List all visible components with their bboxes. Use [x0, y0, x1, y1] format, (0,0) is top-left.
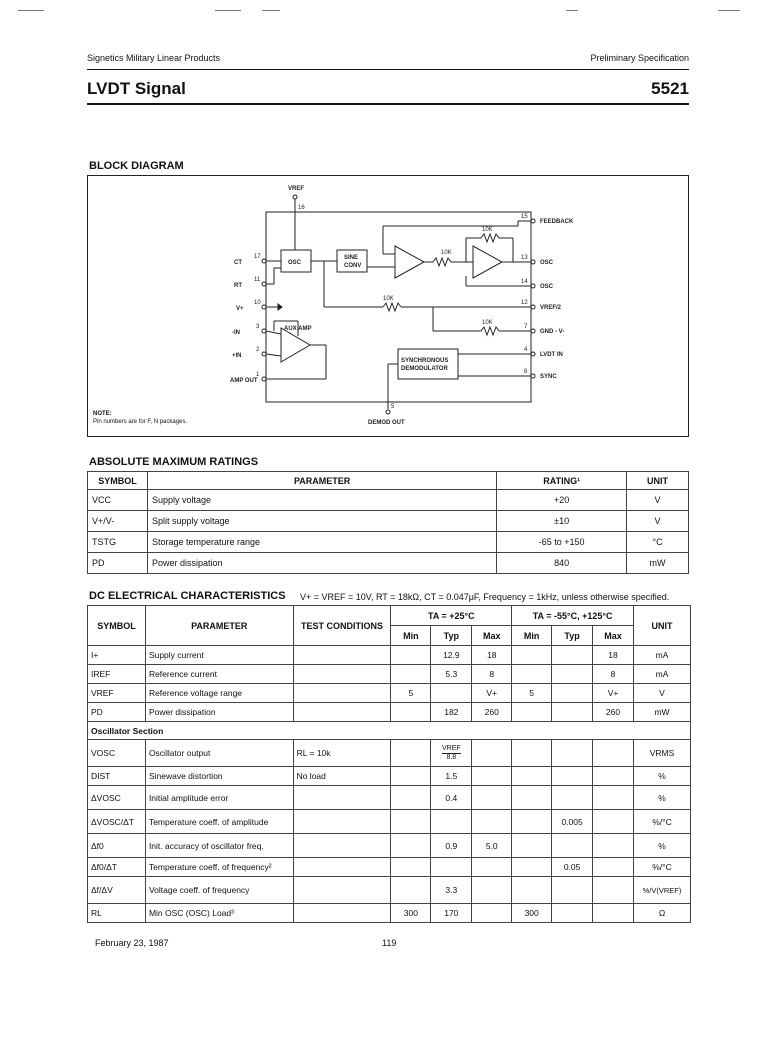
typ-cell: 0.9: [431, 834, 472, 858]
test-cell: [293, 665, 391, 684]
table-header-row: [88, 472, 689, 490]
symbol-cell: VOSC: [88, 740, 146, 767]
header-typ: Typ: [552, 626, 593, 646]
pin-num: 12: [521, 300, 528, 306]
parameter-cell: Power dissipation: [147, 553, 496, 574]
header-symbol: SYMBOL: [88, 472, 148, 490]
max-cell: [593, 740, 634, 767]
osc-amp: [395, 246, 424, 278]
pin-num: 17: [254, 254, 261, 260]
max-cell: 18: [472, 646, 512, 665]
abs-max-title: ABSOLUTE MAXIMUM RATINGS: [89, 456, 259, 468]
label-pin5: 5: [391, 404, 395, 410]
unit-cell: mA: [633, 646, 690, 665]
unit-cell: %/°C: [633, 810, 690, 834]
table-row: [88, 665, 691, 684]
typ-cell: [552, 767, 593, 786]
pin-num: 15: [521, 214, 528, 220]
label-vref2: VREF/2: [540, 305, 562, 311]
pin-num: 10: [254, 300, 261, 306]
symbol-cell: ΔVOSC: [88, 786, 146, 810]
rating-cell: +20: [497, 490, 627, 511]
pin-num: 11: [254, 277, 261, 283]
typ-cell: 5.3: [431, 665, 472, 684]
min-cell: [391, 740, 431, 767]
fraction: [442, 745, 461, 762]
parameter-cell: Oscillator output: [145, 740, 293, 767]
label-lvdt-in: LVDT IN: [540, 352, 563, 358]
test-cell: RL = 10k: [293, 740, 391, 767]
test-cell: [293, 684, 391, 703]
pin-num: 4: [524, 347, 528, 353]
unit-cell: °C: [627, 532, 689, 553]
unit-cell: %/V(VREF): [633, 877, 690, 904]
label-amp-out: AMP OUT: [230, 378, 258, 384]
label-sync: SYNC: [540, 374, 557, 380]
min-cell: 300: [391, 904, 431, 923]
typ-cell: [552, 646, 593, 665]
label-sine: SINE: [344, 255, 359, 261]
label-demod-out: DEMOD OUT: [368, 420, 405, 426]
table-row: [88, 703, 691, 722]
table-row: [88, 904, 691, 923]
symbol-cell: VREF: [88, 684, 146, 703]
dc-table: [87, 605, 691, 923]
table-row: [88, 646, 691, 665]
section-oscillator: Oscillator Section: [88, 722, 691, 740]
min-cell: [512, 740, 552, 767]
table-row: [88, 877, 691, 904]
min-cell: [391, 877, 431, 904]
min-cell: 5: [512, 684, 552, 703]
pin-num: 3: [256, 324, 260, 330]
max-cell: [472, 786, 512, 810]
unit-cell: V: [633, 684, 690, 703]
header-min: Min: [512, 626, 552, 646]
parameter-cell: Sinewave distortion: [145, 767, 293, 786]
label-10k-c: 10K: [383, 296, 394, 302]
unit-cell: VRMS: [633, 740, 690, 767]
min-cell: [391, 858, 431, 877]
max-cell: [593, 834, 634, 858]
unit-cell: %: [633, 767, 690, 786]
label-vref: VREF: [288, 186, 305, 192]
typ-cell: 182: [431, 703, 472, 722]
max-cell: [593, 858, 634, 877]
max-cell: [593, 786, 634, 810]
parameter-cell: Storage temperature range: [147, 532, 496, 553]
max-cell: [593, 767, 634, 786]
max-cell: [593, 810, 634, 834]
unit-cell: mA: [633, 665, 690, 684]
typ-cell: 0.05: [552, 858, 593, 877]
typ-cell: 170: [431, 904, 472, 923]
unit-cell: mW: [627, 553, 689, 574]
max-cell: 5.0: [472, 834, 512, 858]
label-10k-a: 10K: [441, 250, 452, 256]
min-cell: [391, 786, 431, 810]
test-cell: No load: [293, 767, 391, 786]
max-cell: [472, 904, 512, 923]
table-row: [88, 858, 691, 877]
diagram-note: [93, 410, 187, 426]
symbol-cell: VCC: [88, 490, 148, 511]
fraction-numerator: VREF: [441, 744, 461, 752]
pin-num: 1: [256, 372, 260, 378]
label-osc: OSC: [540, 284, 554, 290]
parameter-cell: Initial amplitude error: [145, 786, 293, 810]
label-minus-in: -IN: [232, 330, 240, 336]
pin-num: 7: [524, 324, 528, 330]
test-cell: [293, 703, 391, 722]
dc-title: DC ELECTRICAL CHARACTERISTICS: [89, 590, 286, 602]
min-cell: [512, 703, 552, 722]
table-row: [88, 553, 689, 574]
table-row: [88, 767, 691, 786]
min-cell: 5: [391, 684, 431, 703]
symbol-cell: ΔVOSC/ΔT: [88, 810, 146, 834]
label-rt: RT: [234, 283, 242, 289]
min-cell: [512, 877, 552, 904]
unit-cell: %/°C: [633, 858, 690, 877]
header-right: Preliminary Specification: [590, 53, 689, 63]
header-unit: UNIT: [633, 606, 690, 646]
max-cell: [472, 810, 512, 834]
abs-max-table: [87, 471, 689, 574]
test-cell: [293, 810, 391, 834]
rule: [87, 69, 689, 70]
label-aux-amp: AUX AMP: [284, 326, 312, 332]
symbol-cell: DIST: [88, 767, 146, 786]
table-row: [88, 532, 689, 553]
header-parameter: PARAMETER: [147, 472, 496, 490]
min-cell: [512, 646, 552, 665]
table-row: [88, 834, 691, 858]
max-cell: 260: [593, 703, 634, 722]
table-row: [88, 810, 691, 834]
typ-cell: [552, 703, 593, 722]
header-typ: Typ: [431, 626, 472, 646]
fraction-denominator: 8.8: [446, 753, 457, 761]
parameter-cell: Supply voltage: [147, 490, 496, 511]
min-cell: [391, 810, 431, 834]
table-header-row: [88, 606, 691, 626]
rating-cell: ±10: [497, 511, 627, 532]
parameter-cell: Temperature coeff. of frequency²: [145, 858, 293, 877]
header-parameter: PARAMETER: [145, 606, 293, 646]
scan-mark: [566, 10, 578, 11]
scan-mark: [262, 10, 280, 11]
symbol-cell: TSTG: [88, 532, 148, 553]
symbol-cell: Δf0: [88, 834, 146, 858]
block-diagram-title: BLOCK DIAGRAM: [89, 160, 184, 172]
parameter-cell: Reference voltage range: [145, 684, 293, 703]
unit-cell: V: [627, 511, 689, 532]
note-text: Pin numbers are for F, N packages.: [93, 419, 188, 425]
min-cell: [391, 767, 431, 786]
typ-cell: 1.5: [431, 767, 472, 786]
dc-conditions: V+ = VREF = 10V, RT = 18kΩ, CT = 0.047μF, Frequency = 1kHz, unless otherwise specified.: [300, 592, 670, 602]
min-cell: [512, 767, 552, 786]
symbol-cell: IREF: [88, 665, 146, 684]
parameter-cell: Reference current: [145, 665, 293, 684]
section-row: [88, 722, 691, 740]
rating-cell: 840: [497, 553, 627, 574]
min-cell: 300: [512, 904, 552, 923]
label-10k-d: 10K: [482, 320, 493, 326]
typ-cell: [552, 904, 593, 923]
parameter-cell: Power dissipation: [145, 703, 293, 722]
label-pin16: 16: [298, 205, 305, 211]
label-feedback: FEEDBACK: [540, 219, 574, 225]
block-diagram: [87, 175, 689, 437]
max-cell: 8: [472, 665, 512, 684]
symbol-cell: I+: [88, 646, 146, 665]
unit-cell: %: [633, 786, 690, 810]
typ-cell: [552, 740, 593, 767]
test-cell: [293, 877, 391, 904]
typ-cell: [552, 684, 593, 703]
label-sync-1: SYNCHRONOUS: [401, 358, 449, 364]
symbol-cell: Δf0/ΔT: [88, 858, 146, 877]
min-cell: [512, 786, 552, 810]
max-cell: [472, 858, 512, 877]
scan-mark: [718, 10, 740, 11]
label-vplus: V+: [236, 306, 244, 312]
max-cell: 18: [593, 646, 634, 665]
min-cell: [391, 834, 431, 858]
pin-num: 14: [521, 279, 528, 285]
header-unit: UNIT: [627, 472, 689, 490]
label-gnd: GND - V-: [540, 329, 565, 335]
pin-num: 2: [256, 347, 260, 353]
typ-cell: [552, 877, 593, 904]
aux-amp: [281, 328, 310, 362]
unit-cell: mW: [633, 703, 690, 722]
max-cell: 260: [472, 703, 512, 722]
symbol-cell: PD: [88, 703, 146, 722]
label-10k-b: 10K: [482, 227, 493, 233]
scan-mark: [18, 10, 44, 11]
table-row: [88, 511, 689, 532]
typ-cell: 0.005: [552, 810, 593, 834]
typ-cell: 12.9: [431, 646, 472, 665]
parameter-cell: Min OSC (OSC) Load³: [145, 904, 293, 923]
footer-date: February 23, 1987: [95, 938, 169, 948]
min-cell: [391, 665, 431, 684]
test-cell: [293, 786, 391, 810]
header-max: Max: [593, 626, 634, 646]
max-cell: [472, 877, 512, 904]
min-cell: [391, 703, 431, 722]
parameter-cell: Split supply voltage: [147, 511, 496, 532]
header-ta25: TA = +25°C: [391, 606, 512, 626]
block-diagram-svg: [88, 176, 690, 438]
note-title: NOTE:: [93, 411, 112, 417]
symbol-cell: V+/V-: [88, 511, 148, 532]
rating-cell: -65 to +150: [497, 532, 627, 553]
max-cell: V+: [593, 684, 634, 703]
label-sync-2: DEMODULATOR: [401, 366, 448, 372]
rule: [87, 103, 689, 105]
scan-mark: [215, 10, 241, 11]
typ-cell: [552, 834, 593, 858]
document-title: LVDT Signal: [87, 79, 186, 98]
typ-cell: [431, 684, 472, 703]
typ-cell: [552, 665, 593, 684]
footer-page-number: 119: [382, 938, 397, 948]
header-max: Max: [472, 626, 512, 646]
label-plus-in: +IN: [232, 353, 242, 359]
label-ct: CT: [234, 260, 242, 266]
header-rating: RATING¹: [497, 472, 627, 490]
label-conv: CONV: [344, 263, 362, 269]
min-cell: [512, 858, 552, 877]
typ-cell: [431, 858, 472, 877]
output-amp: [473, 246, 502, 278]
typ-cell: [431, 740, 472, 767]
parameter-cell: Temperature coeff. of amplitude: [145, 810, 293, 834]
min-cell: [391, 646, 431, 665]
sync-demod-box: [398, 349, 458, 379]
max-cell: V+: [472, 684, 512, 703]
test-cell: [293, 834, 391, 858]
pin-num: 13: [521, 255, 528, 261]
test-cell: [293, 646, 391, 665]
max-cell: [593, 904, 634, 923]
unit-cell: Ω: [633, 904, 690, 923]
typ-cell: [552, 786, 593, 810]
test-cell: [293, 858, 391, 877]
min-cell: [512, 810, 552, 834]
header-min: Min: [391, 626, 431, 646]
table-row: [88, 786, 691, 810]
max-cell: [593, 877, 634, 904]
typ-cell: [431, 810, 472, 834]
symbol-cell: Δf/ΔV: [88, 877, 146, 904]
typ-cell: 0.4: [431, 786, 472, 810]
document-number: 5521: [651, 79, 689, 98]
header-test: TEST CONDITIONS: [293, 606, 391, 646]
max-cell: [472, 740, 512, 767]
unit-cell: V: [627, 490, 689, 511]
unit-cell: %: [633, 834, 690, 858]
symbol-cell: RL: [88, 904, 146, 923]
min-cell: [512, 834, 552, 858]
parameter-cell: Init. accuracy of oscillator freq.: [145, 834, 293, 858]
label-osc-box: OSC: [288, 260, 302, 266]
max-cell: 8: [593, 665, 634, 684]
header-left: Signetics Military Linear Products: [87, 53, 221, 63]
header-symbol: SYMBOL: [88, 606, 146, 646]
parameter-cell: Voltage coeff. of frequency: [145, 877, 293, 904]
header-tarange: TA = -55°C, +125°C: [512, 606, 634, 626]
table-row: [88, 490, 689, 511]
label-osc-bar: OSC: [540, 260, 554, 266]
min-cell: [512, 665, 552, 684]
test-cell: [293, 904, 391, 923]
max-cell: [472, 767, 512, 786]
typ-cell: 3.3: [431, 877, 472, 904]
parameter-cell: Supply current: [145, 646, 293, 665]
table-row: [88, 684, 691, 703]
pin-num: 8: [524, 369, 528, 375]
symbol-cell: PD: [88, 553, 148, 574]
table-row: [88, 740, 691, 767]
